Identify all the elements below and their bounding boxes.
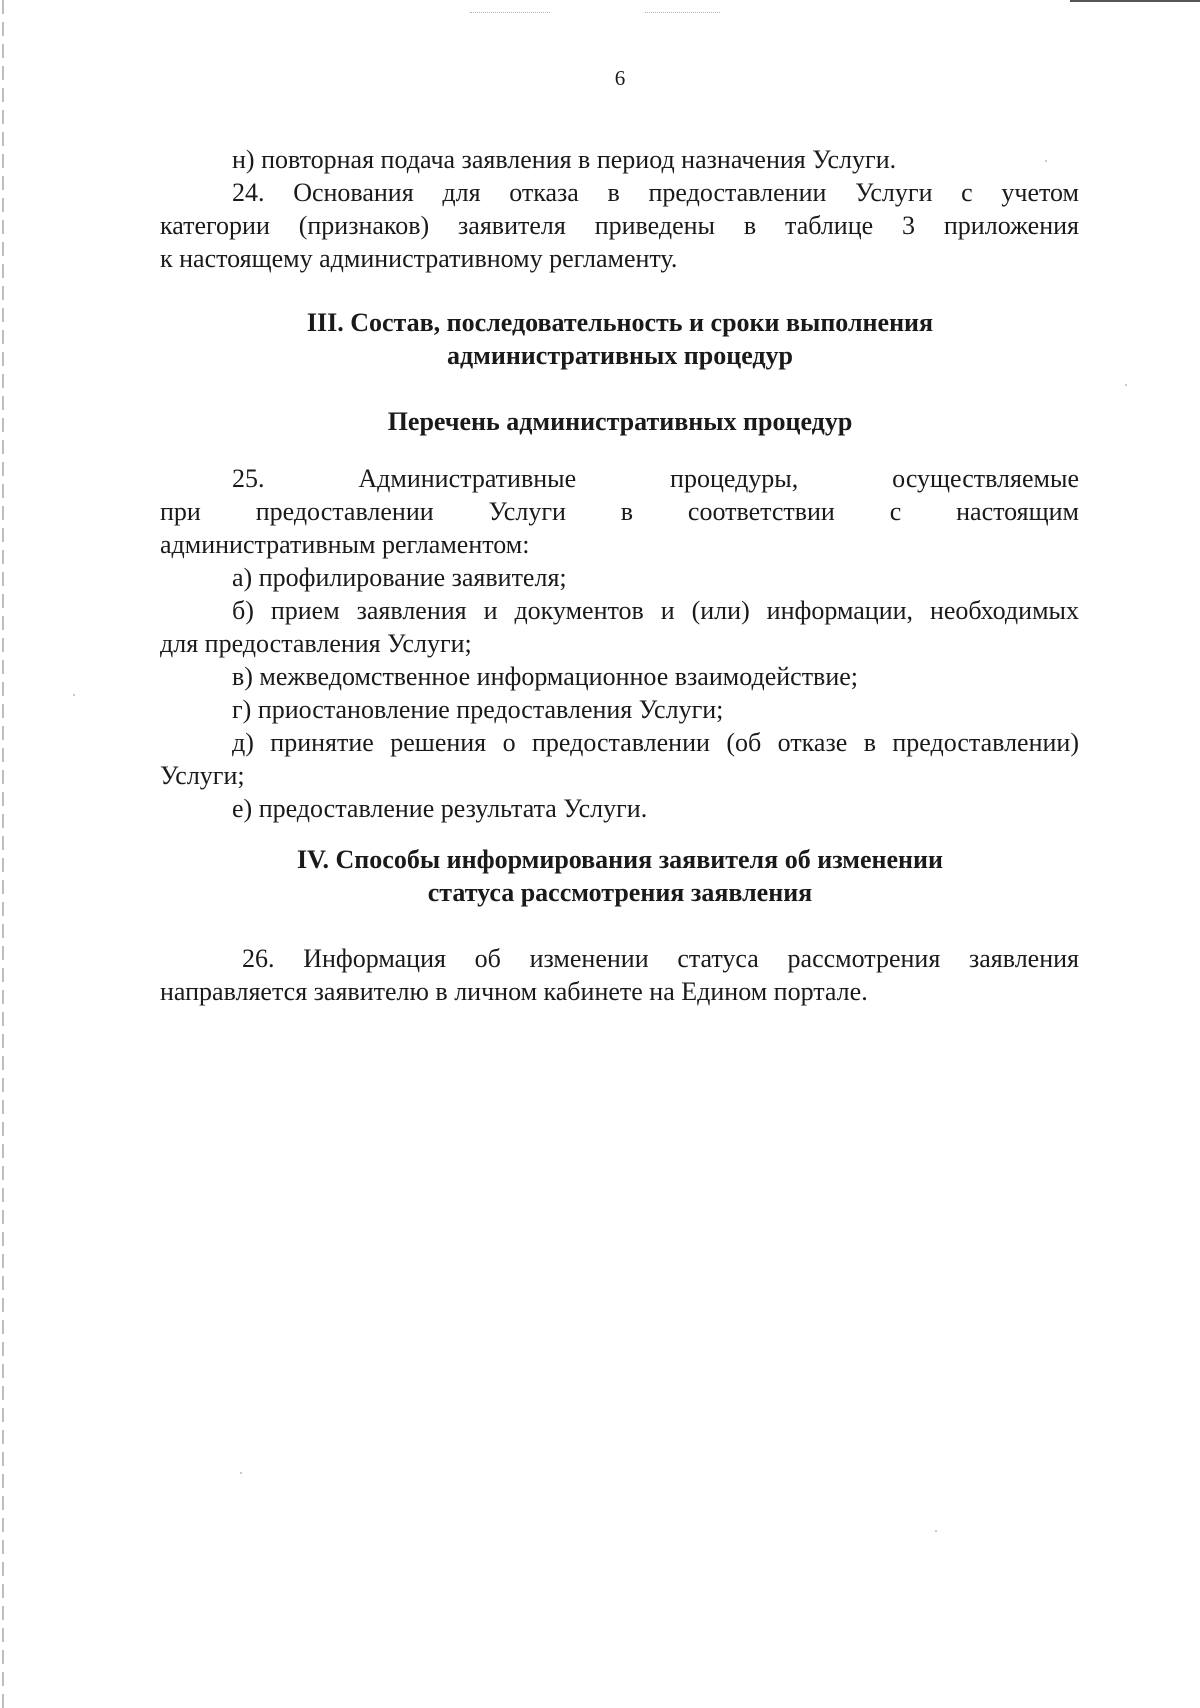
paragraph-25-line-2: при предоставлении Услуги в соответствии с настоящим	[160, 497, 1079, 526]
paragraph-24-line-1: 24. Основания для отказа в предоставлении Услуги с учетом	[232, 178, 1079, 207]
paragraph-26-line-2: направляется заявителю в личном кабинете на Едином портале.	[160, 977, 868, 1006]
paragraph-24-line-3: к настоящему административному регламенту.	[160, 244, 678, 273]
paragraph-25-line-3: административным регламентом:	[160, 530, 530, 559]
paragraph-24-line-2: категории (признаков) заявителя приведены в таблице 3 приложения	[160, 211, 1079, 240]
scan-smudge	[470, 12, 550, 19]
section-3-subheading	[0, 405, 1200, 438]
page-number: 6	[614, 66, 626, 90]
section-3-heading	[0, 306, 1200, 372]
section-3-subtitle: Перечень административных процедур	[387, 407, 853, 436]
list-item-d-line-1: д) принятие решения о предоставлении (об отказе в предоставлении)	[232, 728, 1079, 757]
section-3-title-line-2: административных процедур	[446, 341, 794, 370]
paragraph-26-block	[160, 942, 1079, 1008]
list-item-b-line-2: для предоставления Услуги;	[160, 629, 472, 658]
paragraph-26-line-1: 26. Информация об изменении статуса рассмотрения заявления	[242, 944, 1079, 973]
intro-block	[160, 143, 1079, 275]
paragraph-25-line-1: 25. Административные процедуры, осуществляемые	[232, 464, 1079, 493]
section-4-heading	[0, 843, 1200, 909]
scan-speck	[73, 694, 75, 696]
list-item-a: а) профилирование заявителя;	[232, 563, 567, 592]
list-item-n: н) повторная подача заявления в период назначения Услуги.	[232, 145, 897, 174]
scan-smudge	[645, 12, 720, 19]
section-3-title-line-1: III. Состав, последовательность и сроки выполнения	[306, 308, 934, 337]
list-item-b-line-1: б) прием заявления и документов и (или) информации, необходимых	[232, 596, 1079, 625]
list-item-v: в) межведомственное информационное взаимодействие;	[232, 662, 859, 691]
list-item-g: г) приостановление предоставления Услуги;	[232, 695, 724, 724]
list-item-e: е) предоставление результата Услуги.	[232, 794, 648, 823]
paragraph-25-block	[160, 462, 1079, 825]
scan-speck	[240, 1472, 242, 1474]
section-4-title-line-1: IV. Способы информирования заявителя об изменении	[296, 845, 943, 874]
section-4-title-line-2: статуса рассмотрения заявления	[427, 878, 813, 907]
list-item-d-line-2: Услуги;	[160, 761, 245, 790]
scan-speck	[935, 1530, 937, 1532]
scan-speck	[1125, 384, 1127, 386]
scan-edge-top	[1070, 0, 1200, 2]
